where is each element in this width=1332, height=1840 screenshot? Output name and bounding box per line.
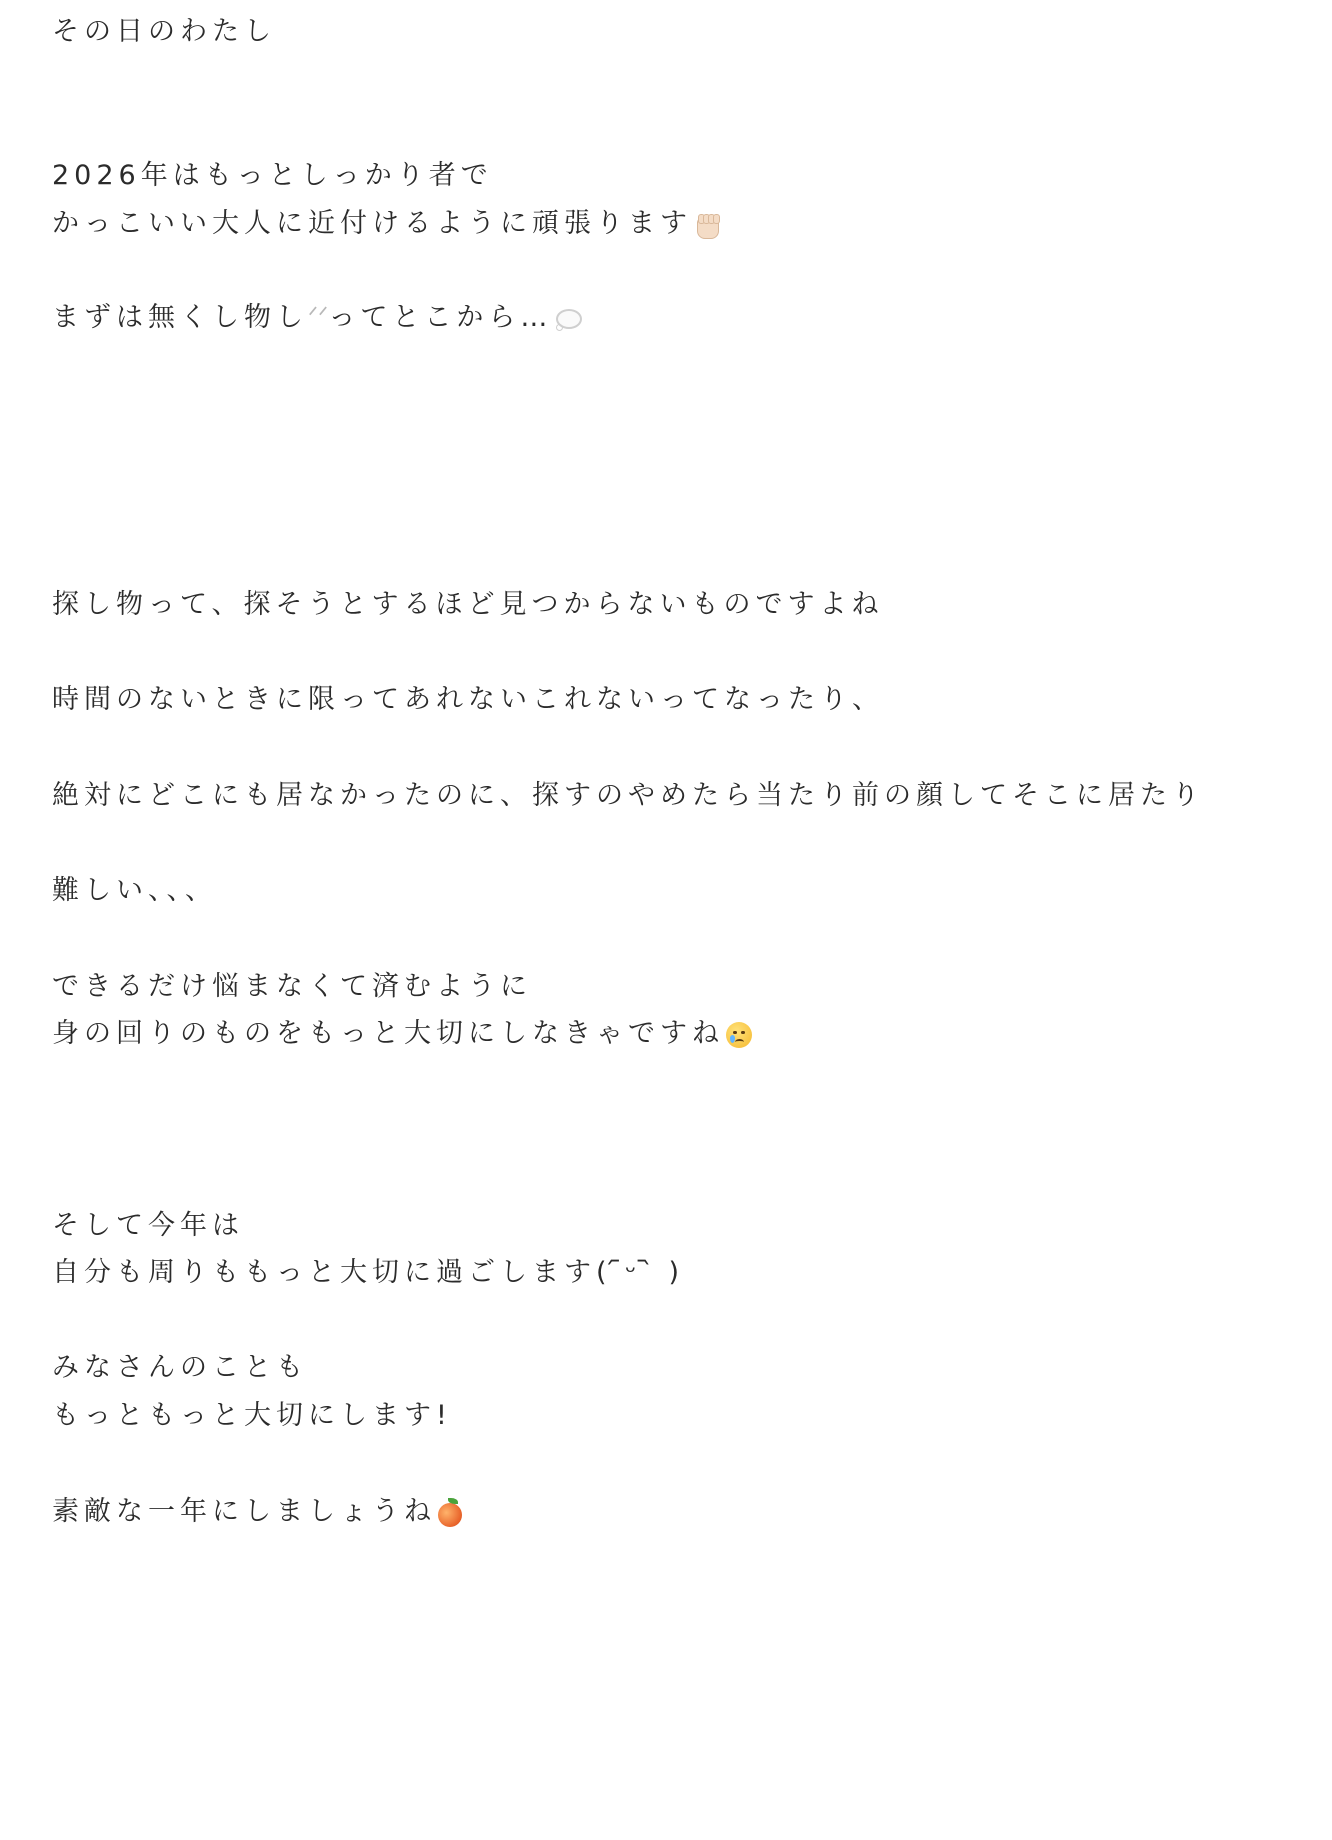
paragraph-6: 難しい、、、 bbox=[52, 875, 217, 906]
paragraph-7-line-2 bbox=[52, 1016, 752, 1052]
sparkle-marks: ᐟᐟ bbox=[308, 302, 329, 330]
post-title: その日のわたし bbox=[52, 16, 276, 47]
paragraph-8-line-2: 自分も周りももっと大切に過ごします( ᷇ᵕ ᷆ ) bbox=[52, 1257, 684, 1288]
paragraph-4: 時間のないときに限ってあれないこれないってなったり、 bbox=[52, 684, 884, 715]
paragraph-1-line-2 bbox=[52, 206, 720, 242]
paragraph-10 bbox=[52, 1494, 462, 1530]
paragraph-2-text-b: ってとこから… bbox=[328, 302, 553, 333]
paragraph-3: 探し物って、探そうとするほど見つからないものですよね bbox=[52, 589, 884, 620]
paragraph-9-line-2: もっともっと大切にします! bbox=[52, 1400, 452, 1431]
paragraph-1-line-2-text: かっこいい大人に近付けるように頑張ります bbox=[52, 208, 692, 239]
paragraph-7-line-2-text: 身の回りのものをもっと大切にしなきゃですね bbox=[52, 1018, 724, 1049]
paragraph-10-text: 素敵な一年にしましょうね bbox=[52, 1496, 436, 1527]
peach-icon bbox=[438, 1503, 462, 1527]
paragraph-5: 絶対にどこにも居なかったのに、探すのやめたら当たり前の顔してそこに居たり bbox=[52, 780, 1204, 811]
paragraph-8-line-1: そして今年は bbox=[52, 1210, 244, 1241]
paragraph-9-line-1: みなさんのことも bbox=[52, 1352, 308, 1383]
paragraph-2-text-a: まずは無くし物し bbox=[52, 302, 308, 333]
thought-bubble-icon bbox=[554, 309, 580, 329]
fist-icon bbox=[694, 211, 720, 239]
crying-face-icon bbox=[726, 1022, 752, 1048]
paragraph-1-line-1: 2026年はもっとしっかり者で bbox=[52, 160, 493, 191]
paragraph-2 bbox=[52, 300, 580, 336]
paragraph-7-line-1: できるだけ悩まなくて済むように bbox=[52, 971, 532, 1002]
